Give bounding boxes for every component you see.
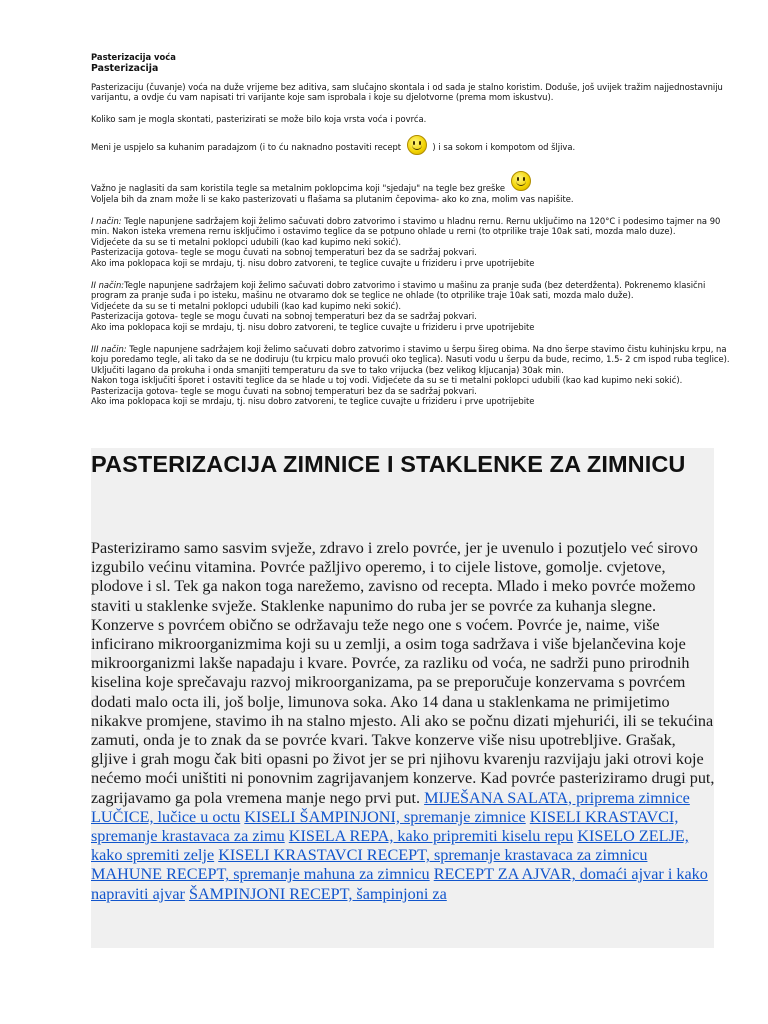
recipe-link[interactable]: RECEPT ZA AJVAR, domaći ajvar i kako napraviti ajvar <box>91 865 708 903</box>
paragraph-2: Koliko sam je mogla skontati, pasterizirati se može bilo koja vrsta voća i povrća. <box>91 113 427 124</box>
recipe-link[interactable]: KISELI ŠAMPINJONI, spremanje zimnice <box>244 807 526 826</box>
recipe-link[interactable]: LUČICE, lučice u octu <box>91 807 241 826</box>
paragraph-3: Meni je uspjelo sa kuhanim paradajzom (i to ću naknadno postaviti recept ) i sa sokom i kompotom od šljiva. <box>91 135 731 155</box>
small-title: Pasterizacija voća <box>91 52 176 62</box>
intro-paragraph: Pasterizaciju (čuvanje) voća na duže vrijeme bez aditiva, sam slučajno skontala i od sada je stalno koristim. Doduše, još uvijek tražim najjednostavniju varijantu, a ovdje ću vam napisati tri varijante koje sam isprobala i koje su djelotvorne (prema mom iskustvu). <box>91 81 723 103</box>
recipe-link[interactable]: ŠAMPINJONI RECEPT, šampinjoni za <box>188 884 447 903</box>
top-article <box>91 52 731 418</box>
recipe-link[interactable]: MIJEŠANA SALATA, priprema zimnice <box>424 788 690 807</box>
body-text: Pasteriziramo samo sasvim svježe, zdravo i zrelo povrće, jer je uvenulo i pozutjelo već sirovo izgubilo većinu vitamina. Povrće pažljivo operemo, i to cijele listove, gomolje. cvjetove, plodove i sl. Tek ga nakon toga narežemo, zavisno od recepta. Mlado i meko povrće možemo staviti u staklenke svježe. Staklenke napunimo do ruba jer se povrće za kuhanja slegne. Konzerve s povrćem obično se održavaju teže nego one s voćem. Povrće je, naime, više inficirano mikroorganizmima koji su u zemlji, a osim toga sadržava i više bjelančevina koje mikroorganizmi lakše napadaju i kvare. Povrće, za razliku od voća, ne sadrži puno prirodnih kiselina koje sprečavaju razvoj mikroorganizama, pa se preporučuje konzervama s povrćem dodati malo octa ili, još bolje, limunova soka. Ako 14 dana u staklenkama ne primijetimo nikakve promjene, stavimo ih na stalno mjesto. Ali ako se počnu dizati mjehurići, ili se tekućina zamuti, onda je to znak da se povrće kvari. Takve konzerve više nisu upotrebljive. Grašak, gljive i grah mogu čak biti opasni po život jer se pri njihovu kvarenju razvijaju jaki otrovi koje nećemo moći uništiti ni ponovnim zagrijavanjem konzerve. Kad povrće pasteriziramo drugi put, zagrijavamo ga pola vremena manje nego prvi put. <box>91 539 715 807</box>
recipe-link[interactable]: KISELI KRASTAVCI RECEPT, spremanje krastavaca za zimnicu <box>218 846 648 865</box>
method-2: II način:Tegle napunjene sadržajem koji želimo sačuvati dobro zatvorimo i stavimo u mašinu za pranje suđa (bez deterdženta). Pokrenemo klasični program za pranje suđa i po isteku, mašinu ne otvaramo dok se teglice ne ohlade (to otprilike traje 10ak sati, mozda malo duže). Vidjećete da su se ti metalni poklopci udubili (kao kad kupimo neki sokić). Pasterizacija gotova- tegle se mogu čuvati na sobnoj temperaturi bez da se sadržaj pokvari. Ako ima poklopaca koji se mrdaju, tj. nisu dobro zatvoreni, te teglice cuvajte u frizideru i prve upotrijebite <box>91 279 706 332</box>
recipe-link[interactable]: KISELA REPA, kako pripremiti kiselu repu <box>288 827 574 846</box>
paragraph-4: Važno je naglasiti da sam koristila tegle sa metalnim poklopcima koji "sjedaju" na tegle bez greške Voljela bih da znam može li se kako pasterizovati u flašama sa plutanim čepovima- ako ko zna, molim vas napišite. <box>91 171 731 204</box>
recipe-link[interactable]: KISELO ZELJE, kako spremiti zelje <box>91 827 689 865</box>
article-heading: PASTERIZACIJA ZIMNICE I STAKLENKE ZA ZIMNICU <box>91 451 686 477</box>
recipe-link[interactable]: MAHUNE RECEPT, spremanje mahuna za zimnicu <box>91 865 430 884</box>
smiley-icon <box>407 135 427 155</box>
method-1: I način: Tegle napunjene sadržajem koji želimo sačuvati dobro zatvorimo i stavimo u hladnu rernu. Rernu uključimo na 120°C i podesimo tajmer na 90 min. Nakon isteka vremena rernu isključimo i ostavimo teglice da se potpuno ohlade u rerni (to otprilike traje 10ak sati, mozda malo duze). Vidjećete da su se ti metalni poklopci udubili (kao kad kupimo neki sokić). Pasterizacija gotova- tegle se mogu čuvati na sobnoj temperaturi bez da se sadržaj pokvari. Ako ima poklopaca koji se mrdaju, tj. nisu dobro zatvoreni, te teglice cuvajte u frizideru i prve upotrijebite <box>91 215 721 268</box>
recipe-link[interactable]: KISELI KRASTAVCI, spremanje krastavaca za zimu <box>91 807 679 846</box>
smiley-icon <box>511 171 531 191</box>
title: Pasterizacija <box>91 62 159 74</box>
article-body <box>91 539 715 904</box>
method-3: III način: Tegle napunjene sadržajem koji želimo sačuvati dobro zatvorimo i stavimo u šerpu šireg obima. Na dno šerpe stavimo čistu kuhinjsku krpu, na koju poredamo tegle, ali tako da se ne dodiruju (tu krpicu malo provući oko teglica). Nasuti vodu u šerpu da bude, recimo, 1.5- 2 cm ispod ruba teglice). Uključiti lagano da prokuha i onda smanjiti temperaturu da sve to tako vrijucka (bez velikog kljucanja) 30ak min. Nakon toga isključiti šporet i ostaviti teglice da se hlade u toj vodi. Vidjećete da su se ti metalni poklopci udubili (kao kad kupimo neki sokić). Pasterizacija gotova- tegle se mogu čuvati na sobnoj temperaturi bez da se sadržaj pokvari. Ako ima poklopaca koji se mrdaju, tj. nisu dobro zatvoreni, te teglice cuvajte u frizideru i prve upotrijebite <box>91 343 730 407</box>
